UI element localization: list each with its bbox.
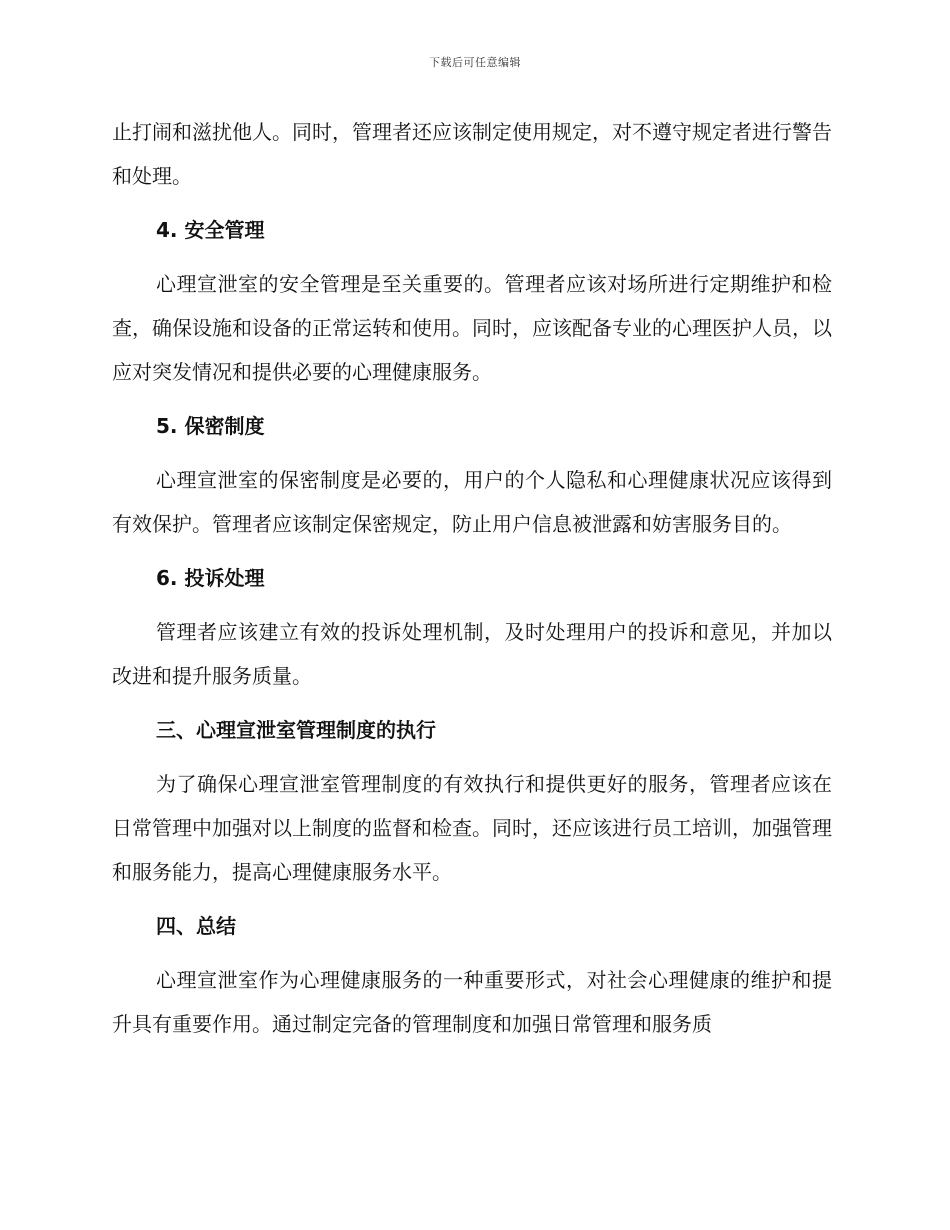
heading-complaints: 6. 投诉处理 [156, 566, 265, 590]
paragraph-complaints: 管理者应该建立有效的投诉处理机制，及时处理用户的投诉和意见，并加以改进和提升服务质量。 [112, 620, 832, 688]
page-header: 下载后可任意编辑 [429, 56, 521, 69]
heading-execution: 三、心理宣泄室管理制度的执行 [156, 718, 436, 742]
paragraph-continuation: 止打闹和滋扰他人。同时，管理者还应该制定使用规定，对不遵守规定者进行警告和处理。 [112, 120, 832, 188]
heading-safety-management: 4. 安全管理 [156, 218, 265, 242]
heading-confidentiality: 5. 保密制度 [156, 414, 265, 438]
paragraph-summary: 心理宣泄室作为心理健康服务的一种重要形式，对社会心理健康的维护和提升具有重要作用。通过制定完备的管理制度和加强日常管理和服务质 [112, 968, 832, 1036]
document-body [112, 110, 832, 1056]
paragraph-execution: 为了确保心理宣泄室管理制度的有效执行和提供更好的服务，管理者应该在日常管理中加强对以上制度的监督和检查。同时，还应该进行员工培训，加强管理和服务能力，提高心理健康服务水平。 [112, 772, 832, 884]
heading-summary: 四、总结 [156, 914, 236, 938]
paragraph-confidentiality: 心理宣泄室的保密制度是必要的，用户的个人隐私和心理健康状况应该得到有效保护。管理者应该制定保密规定，防止用户信息被泄露和妨害服务目的。 [112, 468, 832, 536]
paragraph-safety-management: 心理宣泄室的安全管理是至关重要的。管理者应该对场所进行定期维护和检查，确保设施和设备的正常运转和使用。同时，应该配备专业的心理医护人员，以应对突发情况和提供必要的心理健康服务。 [112, 272, 832, 384]
